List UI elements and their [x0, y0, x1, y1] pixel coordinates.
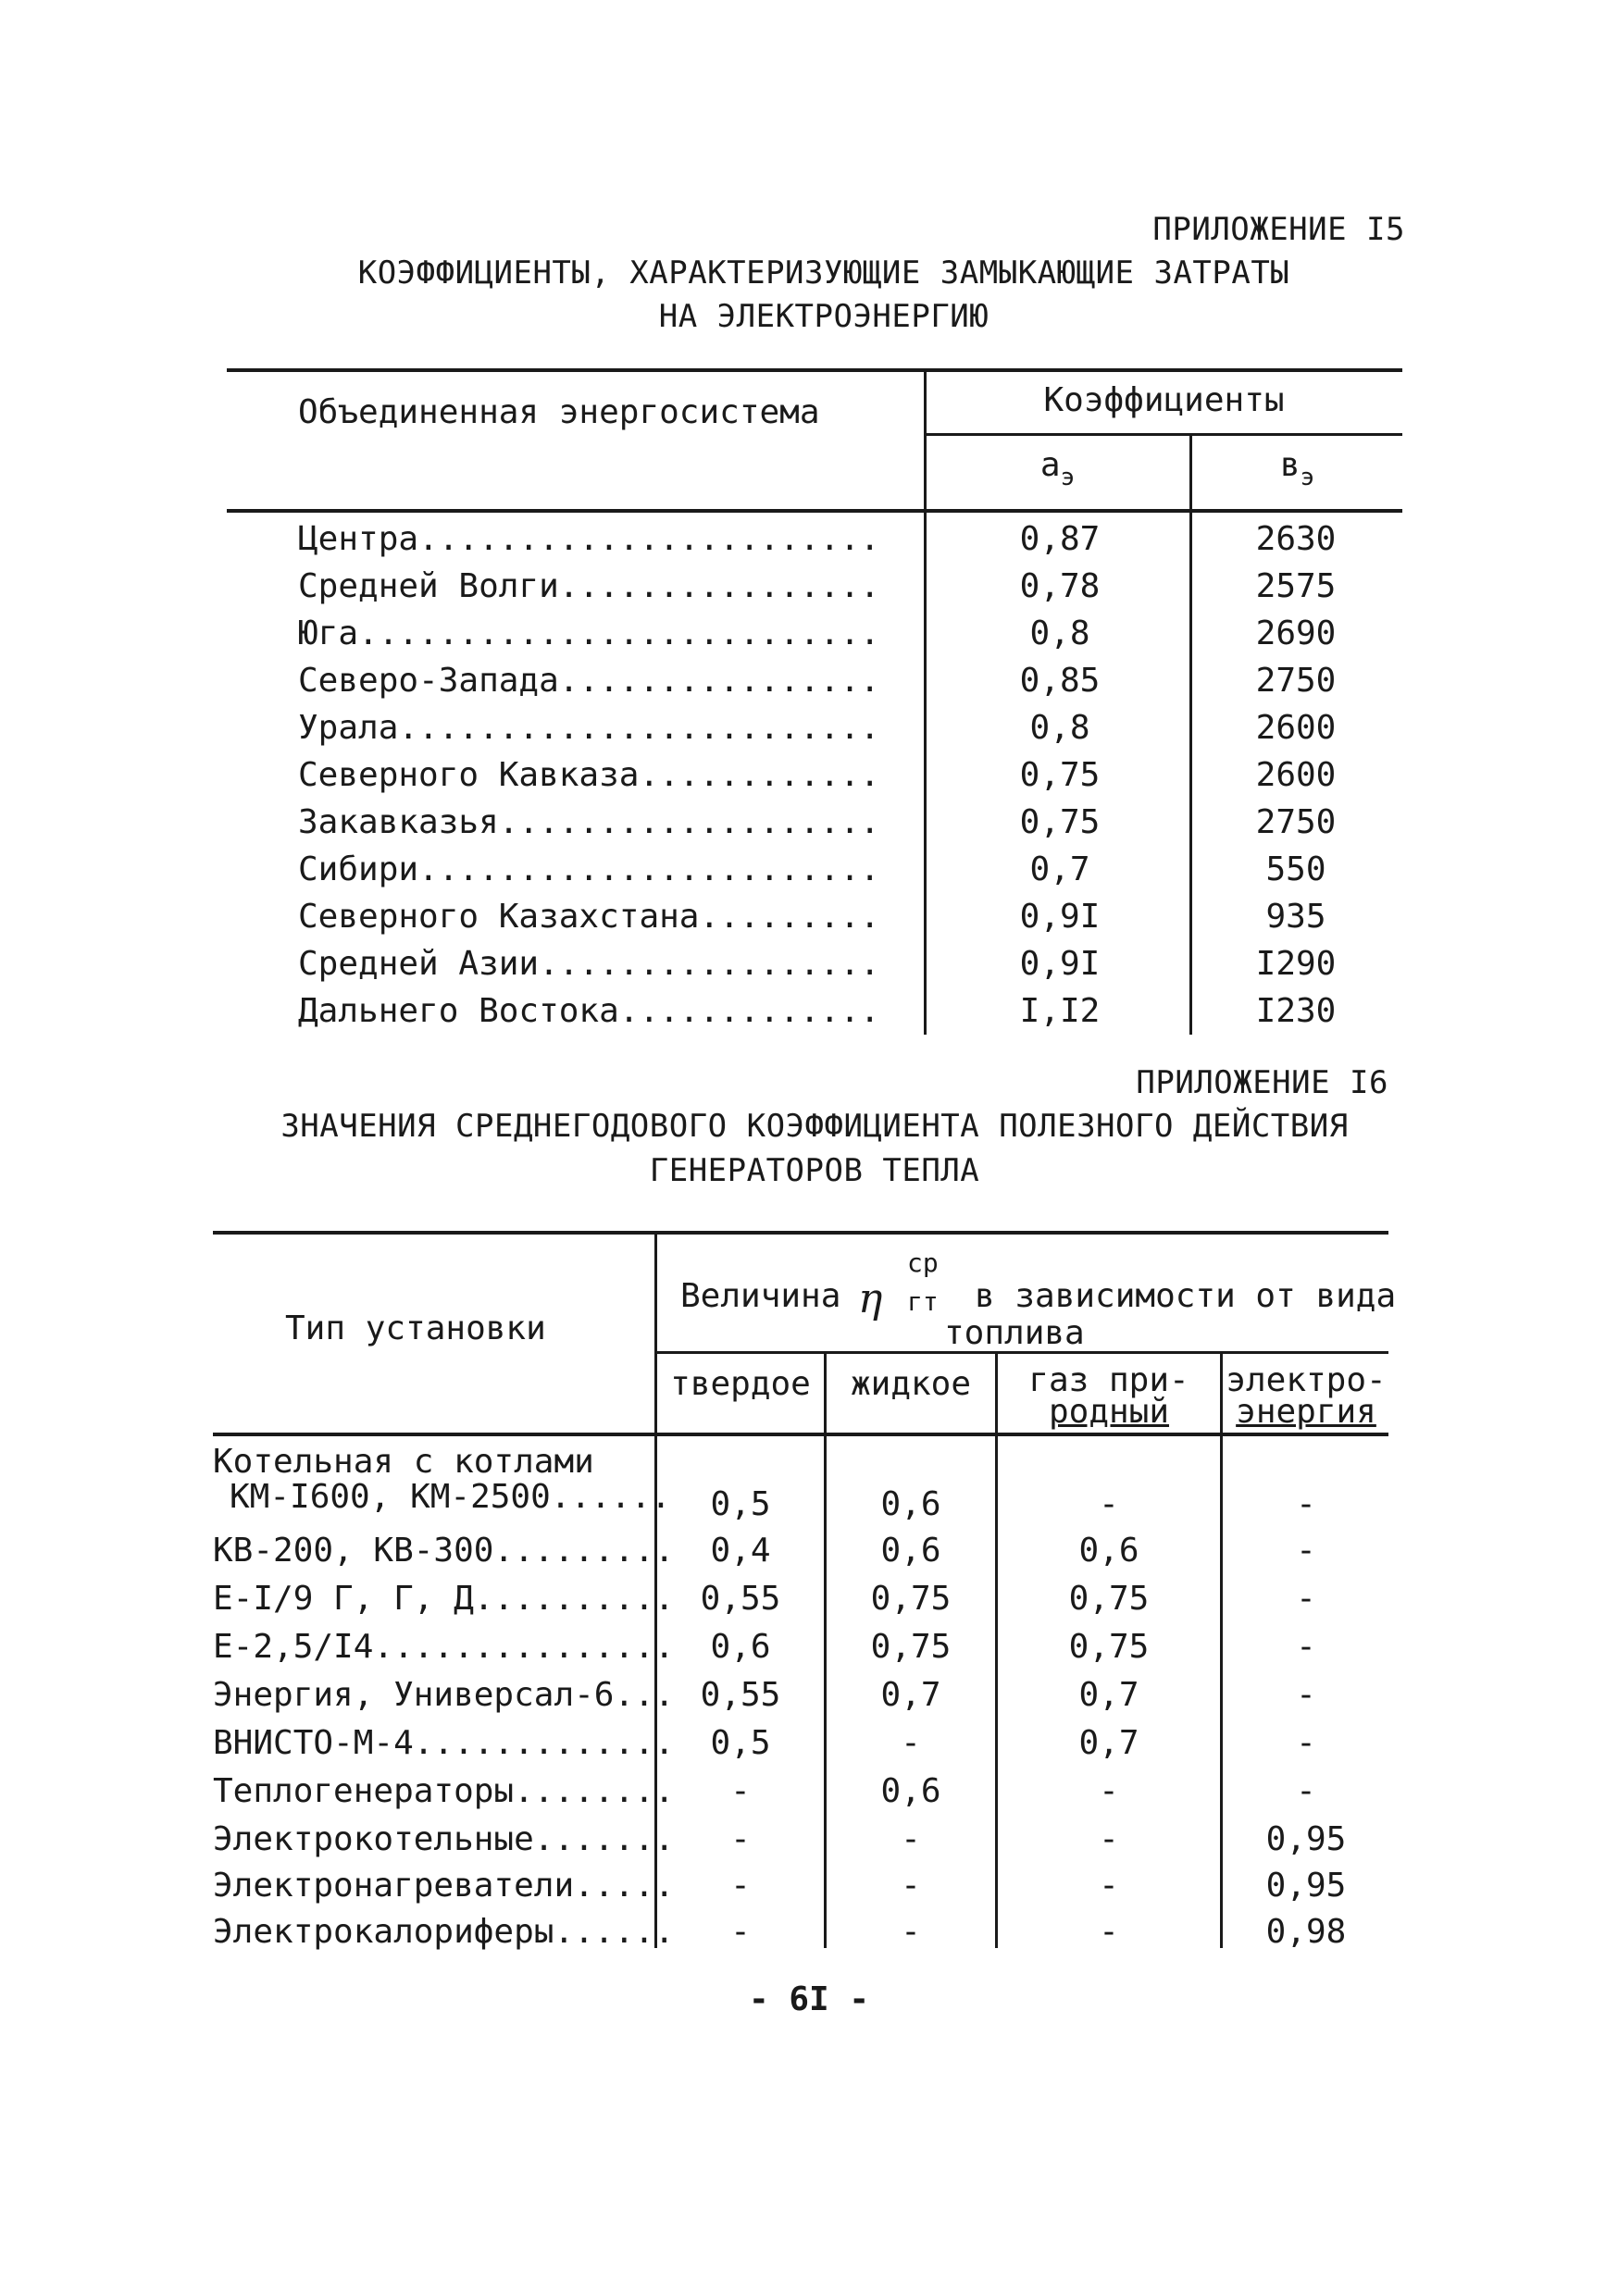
col-header-b: [1192, 446, 1402, 491]
solid-value: -: [730, 1867, 751, 1905]
coef-a-value: 0,9I: [1019, 945, 1101, 983]
unit-type: Е-2,5/I4...............: [213, 1628, 675, 1666]
eta-symbol: η: [858, 1275, 883, 1322]
gas-value: 0,7: [1078, 1724, 1139, 1762]
unit-type: Энергия, Универсал-6...: [213, 1676, 675, 1714]
coef-b-value: I230: [1255, 992, 1337, 1030]
coef-b-value: 550: [1265, 850, 1326, 888]
unit-type-cont: КМ-I600, КМ-2500......: [230, 1478, 671, 1516]
coef-a-value: 0,87: [1019, 520, 1101, 558]
solid-value: 0,6: [710, 1628, 771, 1666]
col-header-liquid: жидкое: [850, 1365, 972, 1403]
coef-a-value: 0,75: [1019, 756, 1101, 794]
col-header-value-line2: топлива: [944, 1314, 1085, 1352]
eta-subscript: гт: [907, 1286, 939, 1317]
coef-a-value: I,I2: [1019, 992, 1101, 1030]
elec-value: -: [1296, 1580, 1316, 1618]
elec-value: 0,98: [1265, 1913, 1347, 1951]
liquid-value: 0,6: [880, 1772, 941, 1810]
table-16-header-rule: [213, 1433, 1388, 1436]
table-15-vline-2: [1189, 433, 1192, 1035]
solid-value: 0,4: [710, 1532, 771, 1570]
col-header-type: Тип установки: [285, 1309, 546, 1347]
table-15-top-rule: [227, 368, 1402, 372]
system-name: Сибири.......................: [298, 850, 880, 888]
unit-type: Е-I/9 Г, Г, Д..........: [213, 1580, 675, 1618]
coef-a-value: 0,7: [1029, 850, 1090, 888]
eta-superscript: ср: [907, 1247, 939, 1278]
appendix-16-title-line1: ЗНАЧЕНИЯ СРЕДНЕГОДОВОГО КОЭФФИЦИЕНТА ПОЛЕЗНОГО ДЕЙСТВИЯ: [280, 1108, 1349, 1145]
elec-value: -: [1296, 1724, 1316, 1762]
elec-value: -: [1296, 1628, 1316, 1666]
system-name: Северного Казахстана.........: [298, 898, 880, 936]
col-header-elec-line2: энергия: [1236, 1393, 1376, 1431]
system-name: Закавказья...................: [298, 803, 880, 841]
col-header-gas-line2: родный: [1048, 1393, 1170, 1431]
col-header-gas-line1: газ при-: [1028, 1361, 1189, 1399]
liquid-value: -: [901, 1724, 921, 1762]
col-header-coefficients: Коэффициенты: [1043, 381, 1285, 419]
appendix-15-title-line2: НА ЭЛЕКТРОЭНЕРГИЮ: [658, 298, 989, 335]
unit-type: Котельная с котлами: [213, 1443, 594, 1481]
gas-value: 0,7: [1078, 1676, 1139, 1714]
liquid-value: 0,75: [870, 1628, 952, 1666]
col-header-a: [926, 446, 1189, 491]
page-number: - 6I -: [748, 1980, 870, 2018]
gas-value: -: [1099, 1485, 1119, 1523]
appendix-15-title-line1: КОЭФФИЦИЕНТЫ, ХАРАКТЕРИЗУЮЩИЕ ЗАМЫКАЮЩИЕ ЗАТРАТЫ: [357, 254, 1290, 292]
liquid-value: -: [901, 1913, 921, 1951]
col-header-b-main: в: [1279, 446, 1301, 484]
liquid-value: -: [901, 1820, 921, 1858]
gas-value: -: [1099, 1913, 1119, 1951]
liquid-value: -: [901, 1867, 921, 1905]
liquid-value: 0,7: [880, 1676, 941, 1714]
liquid-value: 0,6: [880, 1532, 941, 1570]
unit-type: Теплогенераторы........: [213, 1772, 675, 1810]
col-header-value-post: в зависимости от вида: [975, 1277, 1397, 1315]
unit-type: КВ-200, КВ-300.........: [213, 1532, 675, 1570]
coef-b-value: 2690: [1255, 614, 1337, 652]
coef-a-value: 0,8: [1029, 709, 1090, 747]
appendix-15-label: ПРИЛОЖЕНИЕ I5: [1152, 211, 1405, 248]
gas-value: 0,75: [1068, 1628, 1150, 1666]
elec-value: -: [1296, 1676, 1316, 1714]
solid-value: 0,5: [710, 1724, 771, 1762]
liquid-value: 0,75: [870, 1580, 952, 1618]
unit-type: Электрокотельные.......: [213, 1820, 675, 1858]
coef-b-value: 2630: [1255, 520, 1337, 558]
table-16-top-rule: [213, 1231, 1388, 1235]
elec-value: 0,95: [1265, 1820, 1347, 1858]
coef-b-value: 2600: [1255, 756, 1337, 794]
appendix-16-title-line2: ГЕНЕРАТОРОВ ТЕПЛА: [649, 1152, 980, 1189]
coef-a-value: 0,78: [1019, 567, 1101, 605]
solid-value: -: [730, 1820, 751, 1858]
unit-type: Электрокалориферы......: [213, 1913, 675, 1951]
elec-value: -: [1296, 1532, 1316, 1570]
system-name: Урала........................: [298, 709, 880, 747]
table-15-subhead-rule: [926, 433, 1402, 436]
col-header-elec-line1: электро-: [1226, 1361, 1387, 1399]
col-header-b-sub: э: [1300, 464, 1315, 491]
coef-a-value: 0,9I: [1019, 898, 1101, 936]
coef-b-value: 2750: [1255, 803, 1337, 841]
coef-a-value: 0,85: [1019, 662, 1101, 700]
appendix-16-label: ПРИЛОЖЕНИЕ I6: [1136, 1064, 1388, 1101]
system-name: Северо-Запада................: [298, 662, 880, 700]
unit-type: ВНИСТО-М-4.............: [213, 1724, 675, 1762]
coef-b-value: I290: [1255, 945, 1337, 983]
liquid-value: 0,6: [880, 1485, 941, 1523]
system-name: Средней Волги................: [298, 567, 880, 605]
system-name: Средней Азии.................: [298, 945, 880, 983]
coef-b-value: 2600: [1255, 709, 1337, 747]
solid-value: 0,55: [700, 1676, 781, 1714]
coef-b-value: 935: [1265, 898, 1326, 936]
elec-value: 0,95: [1265, 1867, 1347, 1905]
system-name: Центра.......................: [298, 520, 880, 558]
col-header-gas: [998, 1361, 1220, 1431]
coef-b-value: 2750: [1255, 662, 1337, 700]
solid-value: 0,5: [710, 1485, 771, 1523]
elec-value: -: [1296, 1485, 1316, 1523]
gas-value: -: [1099, 1772, 1119, 1810]
table-15-header-rule: [227, 509, 1402, 513]
coef-a-value: 0,75: [1019, 803, 1101, 841]
gas-value: -: [1099, 1867, 1119, 1905]
system-name: Северного Кавказа............: [298, 756, 880, 794]
system-name: Юга..........................: [298, 614, 880, 652]
unit-type: Электронагреватели.....: [213, 1867, 675, 1905]
solid-value: 0,55: [700, 1580, 781, 1618]
col-header-value-pre: Величина: [680, 1277, 841, 1315]
col-header-system: Объединенная энергосистема: [298, 393, 820, 431]
solid-value: -: [730, 1913, 751, 1951]
col-header-elec: [1223, 1361, 1389, 1431]
solid-value: -: [730, 1772, 751, 1810]
col-header-solid: твердое: [670, 1365, 811, 1403]
system-name: Дальнего Востока.............: [298, 992, 880, 1030]
gas-value: 0,6: [1078, 1532, 1139, 1570]
coef-b-value: 2575: [1255, 567, 1337, 605]
gas-value: 0,75: [1068, 1580, 1150, 1618]
col-header-a-sub: э: [1060, 464, 1076, 491]
gas-value: -: [1099, 1820, 1119, 1858]
elec-value: -: [1296, 1772, 1316, 1810]
coef-a-value: 0,8: [1029, 614, 1090, 652]
col-header-a-main: a: [1039, 446, 1061, 484]
